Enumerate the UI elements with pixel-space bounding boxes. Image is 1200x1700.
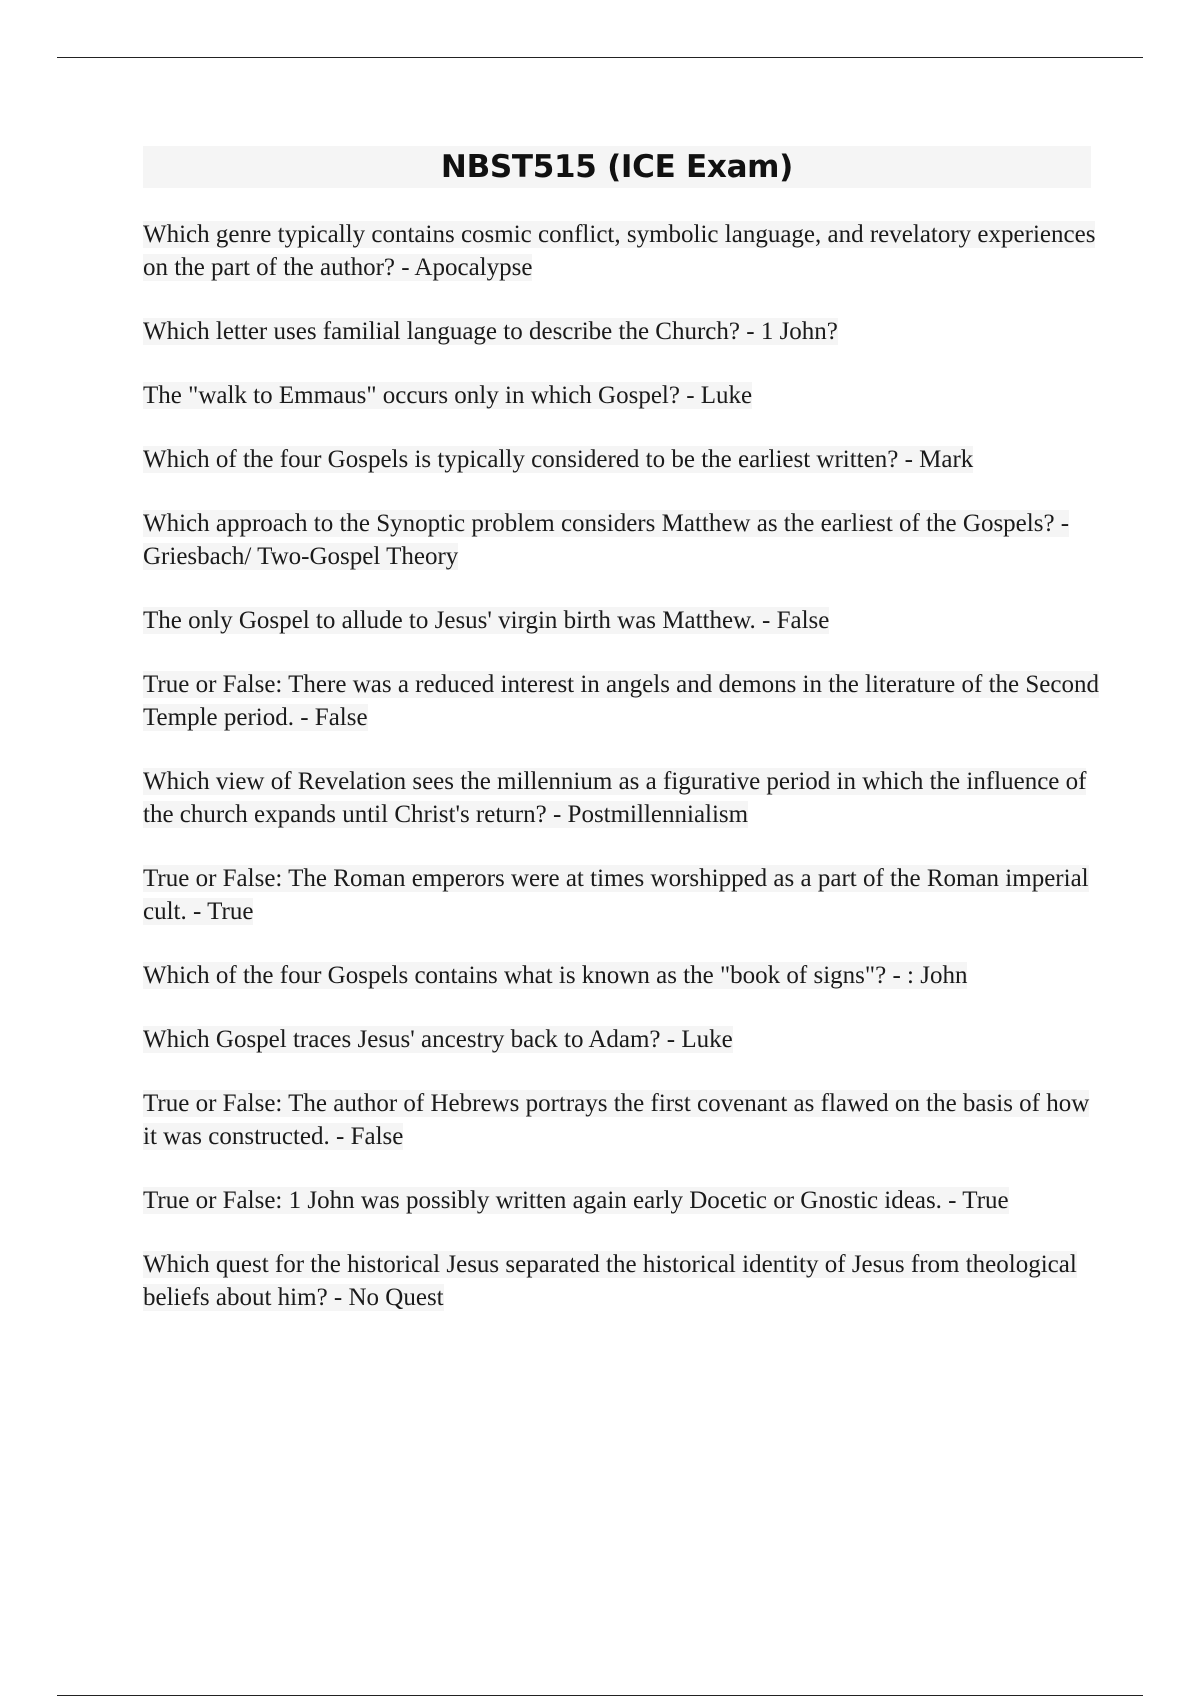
- page-title: NBST515 (ICE Exam): [440, 149, 794, 185]
- qa-item: [143, 959, 1103, 992]
- qa-text: Which genre typically contains cosmic conflict, symbolic language, and revelatory experiences on the part of the author? - Apocalypse: [143, 221, 1096, 281]
- qa-item: [143, 1023, 1103, 1056]
- qa-item: [143, 862, 1103, 928]
- bottom-rule: [57, 1695, 1143, 1696]
- top-rule: [57, 57, 1143, 58]
- qa-text: Which view of Revelation sees the millennium as a figurative period in which the influence of the church expands until Christ's return? - Postmillennialism: [143, 768, 1087, 828]
- qa-item: [143, 315, 1103, 348]
- qa-text: Which letter uses familial language to describe the Church? - 1 John?: [143, 318, 838, 345]
- title-band: [143, 146, 1091, 188]
- qa-text: Which Gospel traces Jesus' ancestry back to Adam? - Luke: [143, 1026, 733, 1053]
- qa-text: The "walk to Emmaus" occurs only in which Gospel? - Luke: [143, 382, 753, 409]
- qa-item: [143, 218, 1103, 284]
- qa-item: [143, 765, 1103, 831]
- qa-text: True or False: The Roman emperors were at times worshipped as a part of the Roman imperial cult. - True: [143, 865, 1089, 925]
- qa-item: [143, 668, 1103, 734]
- qa-text: Which of the four Gospels is typically considered to be the earliest written? - Mark: [143, 446, 974, 473]
- question-list: [143, 218, 1103, 1345]
- qa-text: True or False: There was a reduced interest in angels and demons in the literature of the Second Temple period. - False: [143, 671, 1099, 731]
- qa-item: [143, 443, 1103, 476]
- qa-text: Which of the four Gospels contains what is known as the "book of signs"? - : John: [143, 962, 968, 989]
- qa-text: Which quest for the historical Jesus separated the historical identity of Jesus from theological beliefs about him? - No Quest: [143, 1251, 1077, 1311]
- qa-text: True or False: The author of Hebrews portrays the first covenant as flawed on the basis of how it was constructed. - False: [143, 1090, 1090, 1150]
- qa-item: [143, 507, 1103, 573]
- qa-text: The only Gospel to allude to Jesus' virgin birth was Matthew. - False: [143, 607, 830, 634]
- qa-item: [143, 604, 1103, 637]
- qa-item: [143, 1248, 1103, 1314]
- qa-item: [143, 1184, 1103, 1217]
- qa-text: True or False: 1 John was possibly written again early Docetic or Gnostic ideas. - True: [143, 1187, 1009, 1214]
- qa-text: Which approach to the Synoptic problem considers Matthew as the earliest of the Gospels? - Griesbach/ Two-Gospel Theory: [143, 510, 1070, 570]
- qa-item: [143, 379, 1103, 412]
- qa-item: [143, 1087, 1103, 1153]
